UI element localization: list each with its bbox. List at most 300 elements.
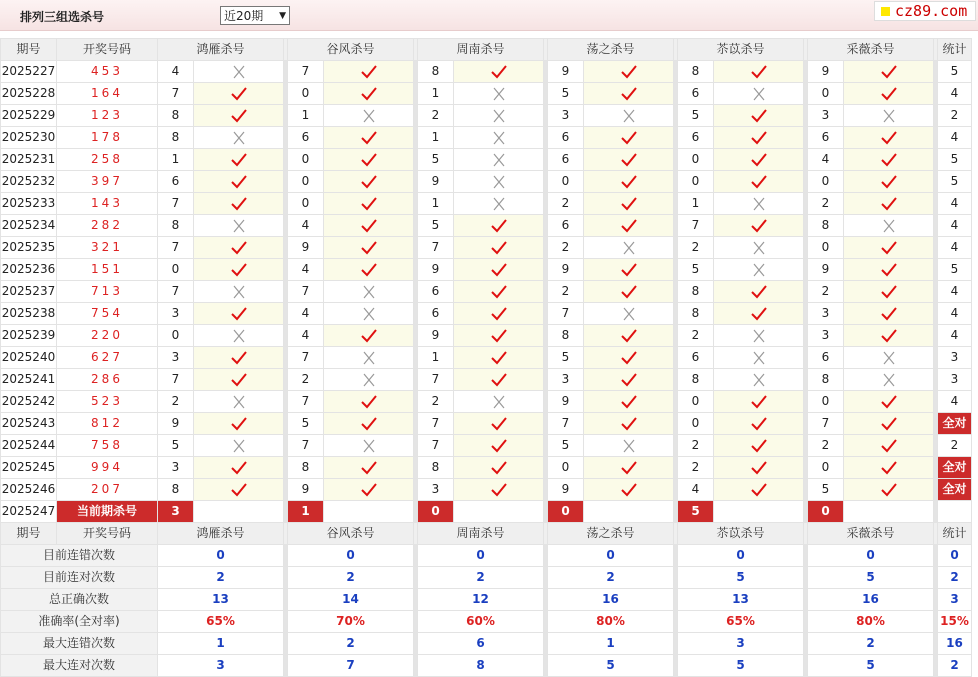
- check-icon: [360, 196, 378, 212]
- table-row: [1, 391, 972, 413]
- check-icon: [230, 372, 248, 388]
- cross-icon: [620, 306, 638, 322]
- result-correct: [194, 171, 284, 193]
- header-total: 统计: [938, 523, 972, 545]
- kill-number: 5: [808, 479, 844, 501]
- result-correct: [714, 215, 804, 237]
- result-wrong: [194, 391, 284, 413]
- result-correct: [454, 259, 544, 281]
- correct-count: 5: [938, 61, 972, 83]
- kill-number: 7: [418, 369, 454, 391]
- cross-icon: [230, 438, 248, 454]
- result-correct: [584, 127, 674, 149]
- kill-number: 0: [288, 193, 324, 215]
- check-icon: [880, 86, 898, 102]
- current-kill-number: 0: [548, 501, 584, 523]
- result-correct: [844, 325, 934, 347]
- check-icon: [490, 372, 508, 388]
- check-icon: [360, 460, 378, 476]
- correct-count: 4: [938, 281, 972, 303]
- result-correct: [844, 281, 934, 303]
- result-correct: [844, 413, 934, 435]
- period-select[interactable]: [220, 6, 290, 25]
- check-icon: [750, 460, 768, 476]
- check-icon: [880, 284, 898, 300]
- header-expert-4: 荡之杀号: [548, 523, 674, 545]
- current-kill-blank: [584, 501, 674, 523]
- table-row: [1, 61, 972, 83]
- kill-number: 5: [288, 413, 324, 435]
- correct-count: 5: [938, 149, 972, 171]
- kill-number: 2: [548, 237, 584, 259]
- result-wrong: [194, 281, 284, 303]
- kill-number: 2: [678, 325, 714, 347]
- current-kill-number: 0: [418, 501, 454, 523]
- header-expert-1: 鸿雁杀号: [158, 39, 284, 61]
- kill-number: 0: [158, 325, 194, 347]
- result-wrong: [194, 127, 284, 149]
- issue-number: 2025227: [1, 61, 57, 83]
- check-icon: [620, 262, 638, 278]
- kill-number: 5: [548, 347, 584, 369]
- result-wrong: [454, 127, 544, 149]
- correct-count: 4: [938, 193, 972, 215]
- table-row: [1, 347, 972, 369]
- current-kill-number: 0: [808, 501, 844, 523]
- check-icon: [880, 416, 898, 432]
- issue-number: 2025242: [1, 391, 57, 413]
- kill-number: 8: [418, 457, 454, 479]
- check-icon: [880, 174, 898, 190]
- result-wrong: [584, 435, 674, 457]
- kill-number: 0: [288, 149, 324, 171]
- result-wrong: [194, 215, 284, 237]
- kill-number: 8: [678, 369, 714, 391]
- result-correct: [714, 391, 804, 413]
- kill-number: 6: [418, 281, 454, 303]
- cross-icon: [230, 328, 248, 344]
- result-wrong: [194, 61, 284, 83]
- stats-value: 16: [548, 589, 674, 611]
- header-expert-3: 周南杀号: [418, 39, 544, 61]
- check-icon: [880, 482, 898, 498]
- stats-value: 5: [678, 567, 804, 589]
- result-correct: [714, 171, 804, 193]
- kill-number: 7: [418, 413, 454, 435]
- kill-number: 6: [548, 149, 584, 171]
- kill-number: 0: [548, 457, 584, 479]
- check-icon: [230, 262, 248, 278]
- cross-icon: [230, 284, 248, 300]
- result-correct: [844, 149, 934, 171]
- result-correct: [714, 149, 804, 171]
- stats-value: 7: [288, 655, 414, 677]
- check-icon: [490, 306, 508, 322]
- open-number: 164: [57, 83, 158, 105]
- stats-value: 0: [678, 545, 804, 567]
- open-number: 151: [57, 259, 158, 281]
- kill-number: 7: [288, 435, 324, 457]
- kill-number: 0: [808, 237, 844, 259]
- result-correct: [584, 149, 674, 171]
- table-row: [1, 369, 972, 391]
- current-kill-blank: [324, 501, 414, 523]
- kill-number: 7: [808, 413, 844, 435]
- result-wrong: [844, 215, 934, 237]
- stats-header-row: [1, 523, 972, 545]
- issue-number: 2025230: [1, 127, 57, 149]
- result-correct: [844, 83, 934, 105]
- table-row: [1, 303, 972, 325]
- kill-number-table: [0, 38, 972, 677]
- kill-number: 5: [678, 105, 714, 127]
- stats-value: 13: [678, 589, 804, 611]
- cross-icon: [230, 218, 248, 234]
- correct-count: 3: [938, 369, 972, 391]
- result-correct: [324, 61, 414, 83]
- issue-number: 2025240: [1, 347, 57, 369]
- result-correct: [324, 215, 414, 237]
- table-row: [1, 325, 972, 347]
- check-icon: [230, 108, 248, 124]
- kill-number: 0: [808, 457, 844, 479]
- kill-number: 8: [158, 215, 194, 237]
- result-correct: [194, 369, 284, 391]
- stats-row: [1, 633, 972, 655]
- kill-number: 6: [288, 127, 324, 149]
- open-number: 321: [57, 237, 158, 259]
- result-wrong: [714, 369, 804, 391]
- check-icon: [620, 64, 638, 80]
- stats-value: 3: [678, 633, 804, 655]
- kill-number: 5: [548, 435, 584, 457]
- open-number: 754: [57, 303, 158, 325]
- cross-icon: [360, 372, 378, 388]
- check-icon: [230, 416, 248, 432]
- result-correct: [584, 171, 674, 193]
- result-wrong: [454, 391, 544, 413]
- check-icon: [360, 328, 378, 344]
- result-correct: [194, 149, 284, 171]
- result-wrong: [454, 149, 544, 171]
- result-correct: [454, 435, 544, 457]
- kill-number: 9: [808, 259, 844, 281]
- kill-number: 1: [158, 149, 194, 171]
- result-correct: [454, 479, 544, 501]
- header-expert-5: 苶苡杀号: [678, 39, 804, 61]
- table-row: [1, 171, 972, 193]
- check-icon: [880, 460, 898, 476]
- header-issue: 期号: [1, 39, 57, 61]
- check-icon: [620, 152, 638, 168]
- cross-icon: [230, 130, 248, 146]
- table-row: [1, 435, 972, 457]
- result-correct: [194, 457, 284, 479]
- cross-icon: [230, 394, 248, 410]
- issue-number: 2025235: [1, 237, 57, 259]
- current-kill-number: 3: [158, 501, 194, 523]
- issue-number: 2025233: [1, 193, 57, 215]
- check-icon: [360, 240, 378, 256]
- check-icon: [230, 196, 248, 212]
- kill-number: 2: [158, 391, 194, 413]
- kill-number: 8: [288, 457, 324, 479]
- result-wrong: [324, 347, 414, 369]
- check-icon: [360, 218, 378, 234]
- kill-number: 7: [158, 83, 194, 105]
- header-issue: 期号: [1, 523, 57, 545]
- check-icon: [880, 394, 898, 410]
- stats-row: [1, 655, 972, 677]
- result-wrong: [454, 105, 544, 127]
- current-kill-label: 当前期杀号: [57, 501, 158, 523]
- check-icon: [230, 240, 248, 256]
- check-icon: [880, 152, 898, 168]
- kill-number: 4: [288, 303, 324, 325]
- stats-value: 60%: [418, 611, 544, 633]
- check-icon: [620, 460, 638, 476]
- result-correct: [324, 391, 414, 413]
- kill-number: 4: [678, 479, 714, 501]
- header-expert-2: 谷风杀号: [288, 523, 414, 545]
- cross-icon: [620, 438, 638, 454]
- open-number: 286: [57, 369, 158, 391]
- check-icon: [880, 196, 898, 212]
- result-wrong: [454, 193, 544, 215]
- check-icon: [360, 64, 378, 80]
- kill-number: 9: [158, 413, 194, 435]
- stats-value: 65%: [158, 611, 284, 633]
- result-correct: [584, 413, 674, 435]
- correct-count: 5: [938, 259, 972, 281]
- check-icon: [490, 416, 508, 432]
- open-number: 207: [57, 479, 158, 501]
- issue-number: 2025231: [1, 149, 57, 171]
- check-icon: [880, 130, 898, 146]
- kill-number: 4: [288, 325, 324, 347]
- kill-number: 8: [158, 127, 194, 149]
- header-total: 统计: [938, 39, 972, 61]
- result-correct: [324, 127, 414, 149]
- result-correct: [714, 435, 804, 457]
- result-correct: [844, 391, 934, 413]
- result-correct: [194, 413, 284, 435]
- result-correct: [454, 237, 544, 259]
- result-correct: [324, 325, 414, 347]
- stats-value: 5: [548, 655, 674, 677]
- cross-icon: [750, 328, 768, 344]
- result-correct: [844, 435, 934, 457]
- kill-number: 5: [548, 83, 584, 105]
- result-correct: [844, 127, 934, 149]
- page-title: 排列三组选杀号: [20, 10, 105, 24]
- header-open-number: 开奖号码: [57, 39, 158, 61]
- result-correct: [454, 325, 544, 347]
- stats-value: 80%: [548, 611, 674, 633]
- cross-icon: [490, 152, 508, 168]
- stats-value: 5: [808, 567, 934, 589]
- kill-number: 1: [418, 347, 454, 369]
- kill-number: 5: [418, 149, 454, 171]
- kill-number: 2: [548, 281, 584, 303]
- result-correct: [324, 259, 414, 281]
- result-correct: [194, 303, 284, 325]
- check-icon: [490, 460, 508, 476]
- open-number: 812: [57, 413, 158, 435]
- kill-number: 7: [418, 237, 454, 259]
- stats-value: 8: [418, 655, 544, 677]
- check-icon: [750, 482, 768, 498]
- kill-number: 8: [418, 61, 454, 83]
- kill-number: 1: [418, 127, 454, 149]
- check-icon: [880, 438, 898, 454]
- check-icon: [750, 394, 768, 410]
- kill-number: 3: [418, 479, 454, 501]
- stats-value: 0: [808, 545, 934, 567]
- kill-number: 2: [808, 435, 844, 457]
- check-icon: [360, 262, 378, 278]
- cross-icon: [620, 108, 638, 124]
- issue-number: 2025245: [1, 457, 57, 479]
- table-row: [1, 127, 972, 149]
- open-number: 282: [57, 215, 158, 237]
- issue-number: 2025244: [1, 435, 57, 457]
- check-icon: [620, 86, 638, 102]
- check-icon: [360, 174, 378, 190]
- result-correct: [584, 215, 674, 237]
- check-icon: [620, 416, 638, 432]
- kill-number: 3: [548, 369, 584, 391]
- result-correct: [714, 303, 804, 325]
- check-icon: [490, 262, 508, 278]
- stats-row: [1, 589, 972, 611]
- result-wrong: [844, 369, 934, 391]
- cross-icon: [750, 196, 768, 212]
- kill-number: 9: [548, 259, 584, 281]
- stats-row: [1, 545, 972, 567]
- result-wrong: [844, 105, 934, 127]
- site-logo[interactable]: [874, 1, 976, 21]
- check-icon: [750, 218, 768, 234]
- result-correct: [454, 215, 544, 237]
- stats-total: 0: [938, 545, 972, 567]
- result-correct: [194, 347, 284, 369]
- kill-number: 0: [808, 83, 844, 105]
- current-kill-number: 1: [288, 501, 324, 523]
- check-icon: [490, 328, 508, 344]
- stats-value: 3: [158, 655, 284, 677]
- check-icon: [490, 482, 508, 498]
- kill-number: 1: [418, 83, 454, 105]
- check-icon: [360, 86, 378, 102]
- stats-value: 2: [288, 633, 414, 655]
- issue-number: 2025246: [1, 479, 57, 501]
- result-correct: [454, 281, 544, 303]
- stats-total: 3: [938, 589, 972, 611]
- result-wrong: [194, 325, 284, 347]
- kill-number: 4: [288, 259, 324, 281]
- kill-number: 7: [158, 237, 194, 259]
- result-correct: [324, 479, 414, 501]
- kill-number: 7: [158, 369, 194, 391]
- header-expert-5: 苶苡杀号: [678, 523, 804, 545]
- result-correct: [324, 413, 414, 435]
- stats-value: 2: [158, 567, 284, 589]
- current-issue-row: [1, 501, 972, 523]
- kill-number: 0: [808, 391, 844, 413]
- kill-number: 3: [808, 105, 844, 127]
- result-wrong: [584, 237, 674, 259]
- correct-count: 4: [938, 391, 972, 413]
- issue-number: 2025232: [1, 171, 57, 193]
- kill-number: 8: [158, 479, 194, 501]
- result-wrong: [584, 105, 674, 127]
- kill-number: 2: [678, 237, 714, 259]
- kill-number: 3: [548, 105, 584, 127]
- result-correct: [844, 193, 934, 215]
- period-select-value: 近20期: [224, 9, 264, 23]
- check-icon: [620, 482, 638, 498]
- header-expert-1: 鸿雁杀号: [158, 523, 284, 545]
- kill-number: 6: [678, 347, 714, 369]
- check-icon: [490, 64, 508, 80]
- open-number: 178: [57, 127, 158, 149]
- result-correct: [454, 347, 544, 369]
- result-wrong: [454, 171, 544, 193]
- check-icon: [750, 306, 768, 322]
- kill-number: 6: [548, 215, 584, 237]
- kill-number: 8: [678, 61, 714, 83]
- table-row: [1, 281, 972, 303]
- result-correct: [194, 105, 284, 127]
- table-row: [1, 193, 972, 215]
- kill-number: 6: [158, 171, 194, 193]
- kill-number: 2: [808, 281, 844, 303]
- kill-number: 1: [678, 193, 714, 215]
- check-icon: [880, 306, 898, 322]
- cross-icon: [360, 350, 378, 366]
- cross-icon: [750, 240, 768, 256]
- result-correct: [324, 171, 414, 193]
- kill-number: 9: [548, 61, 584, 83]
- kill-number: 0: [678, 391, 714, 413]
- cross-icon: [750, 86, 768, 102]
- kill-number: 7: [418, 435, 454, 457]
- kill-number: 5: [678, 259, 714, 281]
- current-kill-blank: [194, 501, 284, 523]
- cross-icon: [880, 350, 898, 366]
- stats-label: 最大连对次数: [1, 655, 158, 677]
- cross-icon: [750, 350, 768, 366]
- correct-count: 4: [938, 215, 972, 237]
- result-correct: [454, 303, 544, 325]
- header-expert-4: 荡之杀号: [548, 39, 674, 61]
- header-expert-6: 采薇杀号: [808, 523, 934, 545]
- kill-number: 0: [288, 83, 324, 105]
- result-wrong: [324, 105, 414, 127]
- top-bar: [0, 0, 978, 31]
- result-wrong: [324, 369, 414, 391]
- result-wrong: [714, 325, 804, 347]
- check-icon: [620, 394, 638, 410]
- result-correct: [584, 281, 674, 303]
- result-wrong: [844, 347, 934, 369]
- kill-number: 3: [158, 347, 194, 369]
- result-correct: [454, 61, 544, 83]
- check-icon: [490, 284, 508, 300]
- cross-icon: [490, 86, 508, 102]
- kill-number: 7: [158, 281, 194, 303]
